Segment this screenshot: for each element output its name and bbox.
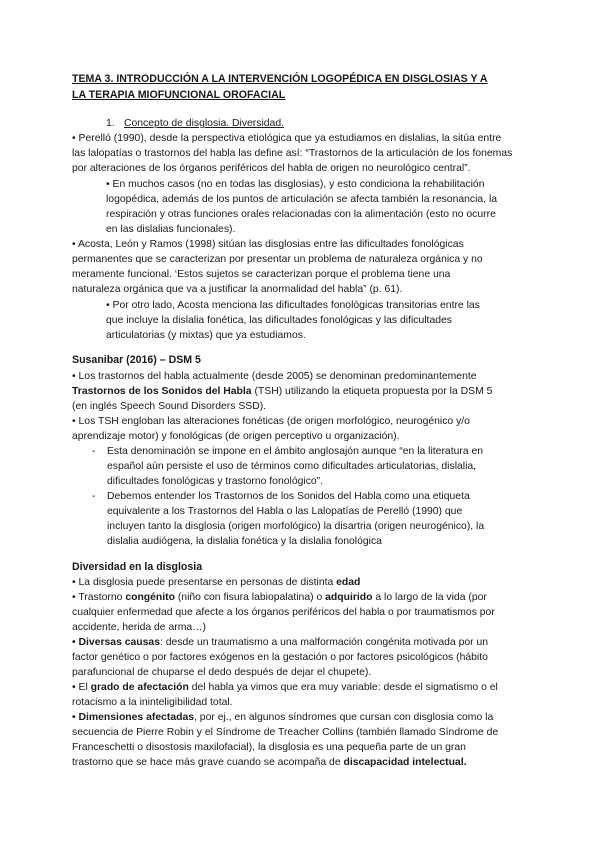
s3-line: parafuncional de chuparse el dedo después de dejar el chupete).: [72, 667, 372, 678]
s1-p1-sub-line: • En muchos casos (no en todas las disglosias), y esto condiciona la rehabilitación: [106, 179, 485, 190]
s2-dash2-line: Debemos entender los Trastornos de los Sonidos del Habla como una etiqueta: [107, 491, 470, 502]
s3-text: (niño con fisura labiopalatina) o: [174, 592, 326, 603]
s2-p1-line: • Los trastornos del habla actualmente (desde 2005) se denominan predominantemente: [72, 371, 477, 382]
s3-text: del habla ya vimos que era muy variable: desde el sigmatismo o el: [188, 682, 498, 693]
s3-text: : desde un traumatismo a una malformación congénita motivada por un: [159, 637, 489, 648]
s1-p1-line: las lalopatías o trastornos del habla las define así: “Trastornos de la articulación de los fonemas: [72, 148, 513, 159]
s3-line: [72, 710, 493, 725]
s3-line: [72, 680, 498, 695]
s3-bold-term: discapacidad intelectual.: [343, 757, 467, 768]
s2-dash2-line: dislalia audiógena, la dislalia fonética y la dislalia fonológica: [107, 536, 382, 547]
s3-line: cualquier enfermedad que afecte a los órganos periféricos del habla o por traumatismos por: [72, 607, 495, 618]
s3-bold-term: congénito: [125, 592, 175, 603]
s2-p2-line: • Los TSH engloban las alteraciones fonéticas (de origen morfológico, neurogénico y/o: [72, 416, 470, 427]
s3-line: [72, 590, 487, 605]
s1-p2-sub-line: que incluye la dislalia fonética, las dificultades fonológicas y las dificultades: [106, 315, 452, 326]
s3-line: accidente, herida de arma…): [72, 622, 206, 633]
s2-dash1-line: español aún persiste el uso de términos como dificultades articulatorias, dislalia,: [107, 461, 477, 472]
s1-p2-sub-line: articulatorias (y mixtas) que ya estudiamos.: [106, 330, 306, 341]
tsh-term: Trastornos de los Sonidos del Habla: [72, 386, 252, 397]
section-1-number: 1.: [106, 118, 115, 129]
s3-line: Franceschetti o disostosis maxilofacial), la disglosia es una pequeña parte de un gran: [72, 742, 466, 753]
s1-p1-line: por alteraciones de los órganos periféricos del habla de origen no neurológico central”.: [72, 163, 471, 174]
s1-p1-sub-line: en las dislalias funcionales).: [106, 224, 236, 235]
doc-title-line-2: LA TERAPIA MIOFUNCIONAL OROFACIAL: [72, 89, 286, 101]
section-1-heading: Concepto de disglosia. Diversidad.: [124, 118, 284, 129]
s1-p2-line: naturaleza orgánica que va a justificar la anormalidad del habla” (p. 61).: [72, 284, 403, 295]
s2-p1-line: [72, 384, 492, 399]
s2-p1-line: (en inglés Speech Sound Disorders SSD).: [72, 401, 267, 412]
s2-dash2-line: equivalente a los Trastornos del Habla o las Lalopatías de Perelló (1990) que: [107, 506, 463, 517]
s1-p1-line: • Perelló (1990), desde la perspectiva etiológica que ya estudiamos en dislalias, la sitúa entre: [72, 133, 502, 144]
s3-line: [72, 635, 488, 650]
dash-bullet: -: [92, 446, 96, 457]
s2-p1-line-rest: (TSH) utilizando la etiqueta propuesta por la DSM 5: [251, 386, 493, 397]
s3-text: , por ej., en algunos síndromes que cursan con disglosia como la: [194, 712, 494, 723]
s1-p2-sub-line: • Por otro lado, Acosta menciona las dificultades fonológicas transitorias entre las: [106, 300, 480, 311]
section-2-heading: Susanibar (2016) – DSM 5: [72, 354, 201, 366]
s2-dash1-line: Esta denominación se impone en el ámbito anglosajón aunque “en la literatura en: [107, 446, 484, 457]
s3-text: • El: [72, 682, 91, 693]
s1-p2-line: • Acosta, León y Ramos (1998) sitúan las disglosias entre las dificultades fonológicas: [72, 239, 464, 250]
s3-line: rotacismo a la ininteligibilidad total.: [72, 697, 233, 708]
s3-text: • Trastorno: [72, 592, 126, 603]
s3-text: a lo largo de la vida (por: [372, 592, 487, 603]
s3-text: • La disglosia puede presentarse en personas de distinta: [72, 577, 337, 588]
s3-line: [72, 755, 466, 770]
s1-p2-line: permanentes que se caracterizan por presentar un problema de naturaleza orgánica y no: [72, 254, 483, 265]
s2-dash2-line: incluyen tanto la disglosia (origen morfológico) la disartria (origen neurogénico), la: [107, 521, 485, 532]
s1-p1-sub-line: respiración y otras funciones orales relacionadas con la alimentación (esto no ocurre: [106, 209, 496, 220]
section-3-heading: Diversidad en la disglosia: [72, 561, 203, 573]
s3-text: trastorno que se hace más grave cuando se acompaña de: [72, 757, 344, 768]
s2-p2-line: aprendizaje motor) y fonológicas (de origen perceptivo u organización).: [72, 431, 400, 442]
s3-line: secuencia de Pierre Robin y el Síndrome de Treacher Collins (también llamado Síndrome de: [72, 727, 499, 738]
s2-dash1-line: dificultades fonológicas y trastorno fonológico”.: [107, 476, 324, 487]
s3-line: factor genético o por factores exógenos en la gestación o por factores psicológicos (hábito: [72, 652, 488, 663]
s3-bold-term: • Dimensiones afectadas: [72, 712, 195, 723]
s3-bold-term: edad: [336, 577, 361, 588]
s3-bold-term: grado de afectación: [90, 682, 189, 693]
s3-line: [72, 575, 360, 590]
dash-bullet: -: [92, 491, 96, 502]
s3-bold-term: adquirido: [325, 592, 373, 603]
s3-bold-term: • Diversas causas: [72, 637, 160, 648]
s1-p1-sub-line: logopédica, además de los puntos de articulación se afecta también la resonancia, la: [106, 194, 498, 205]
s1-p2-line: meramente funcional. ‘Estos sujetos se caracterizan porque el problema tiene una: [72, 269, 451, 280]
doc-title-line-1: TEMA 3. INTRODUCCIÓN A LA INTERVENCIÓN LOGOPÉDICA EN DISGLOSIAS Y A: [72, 73, 488, 85]
